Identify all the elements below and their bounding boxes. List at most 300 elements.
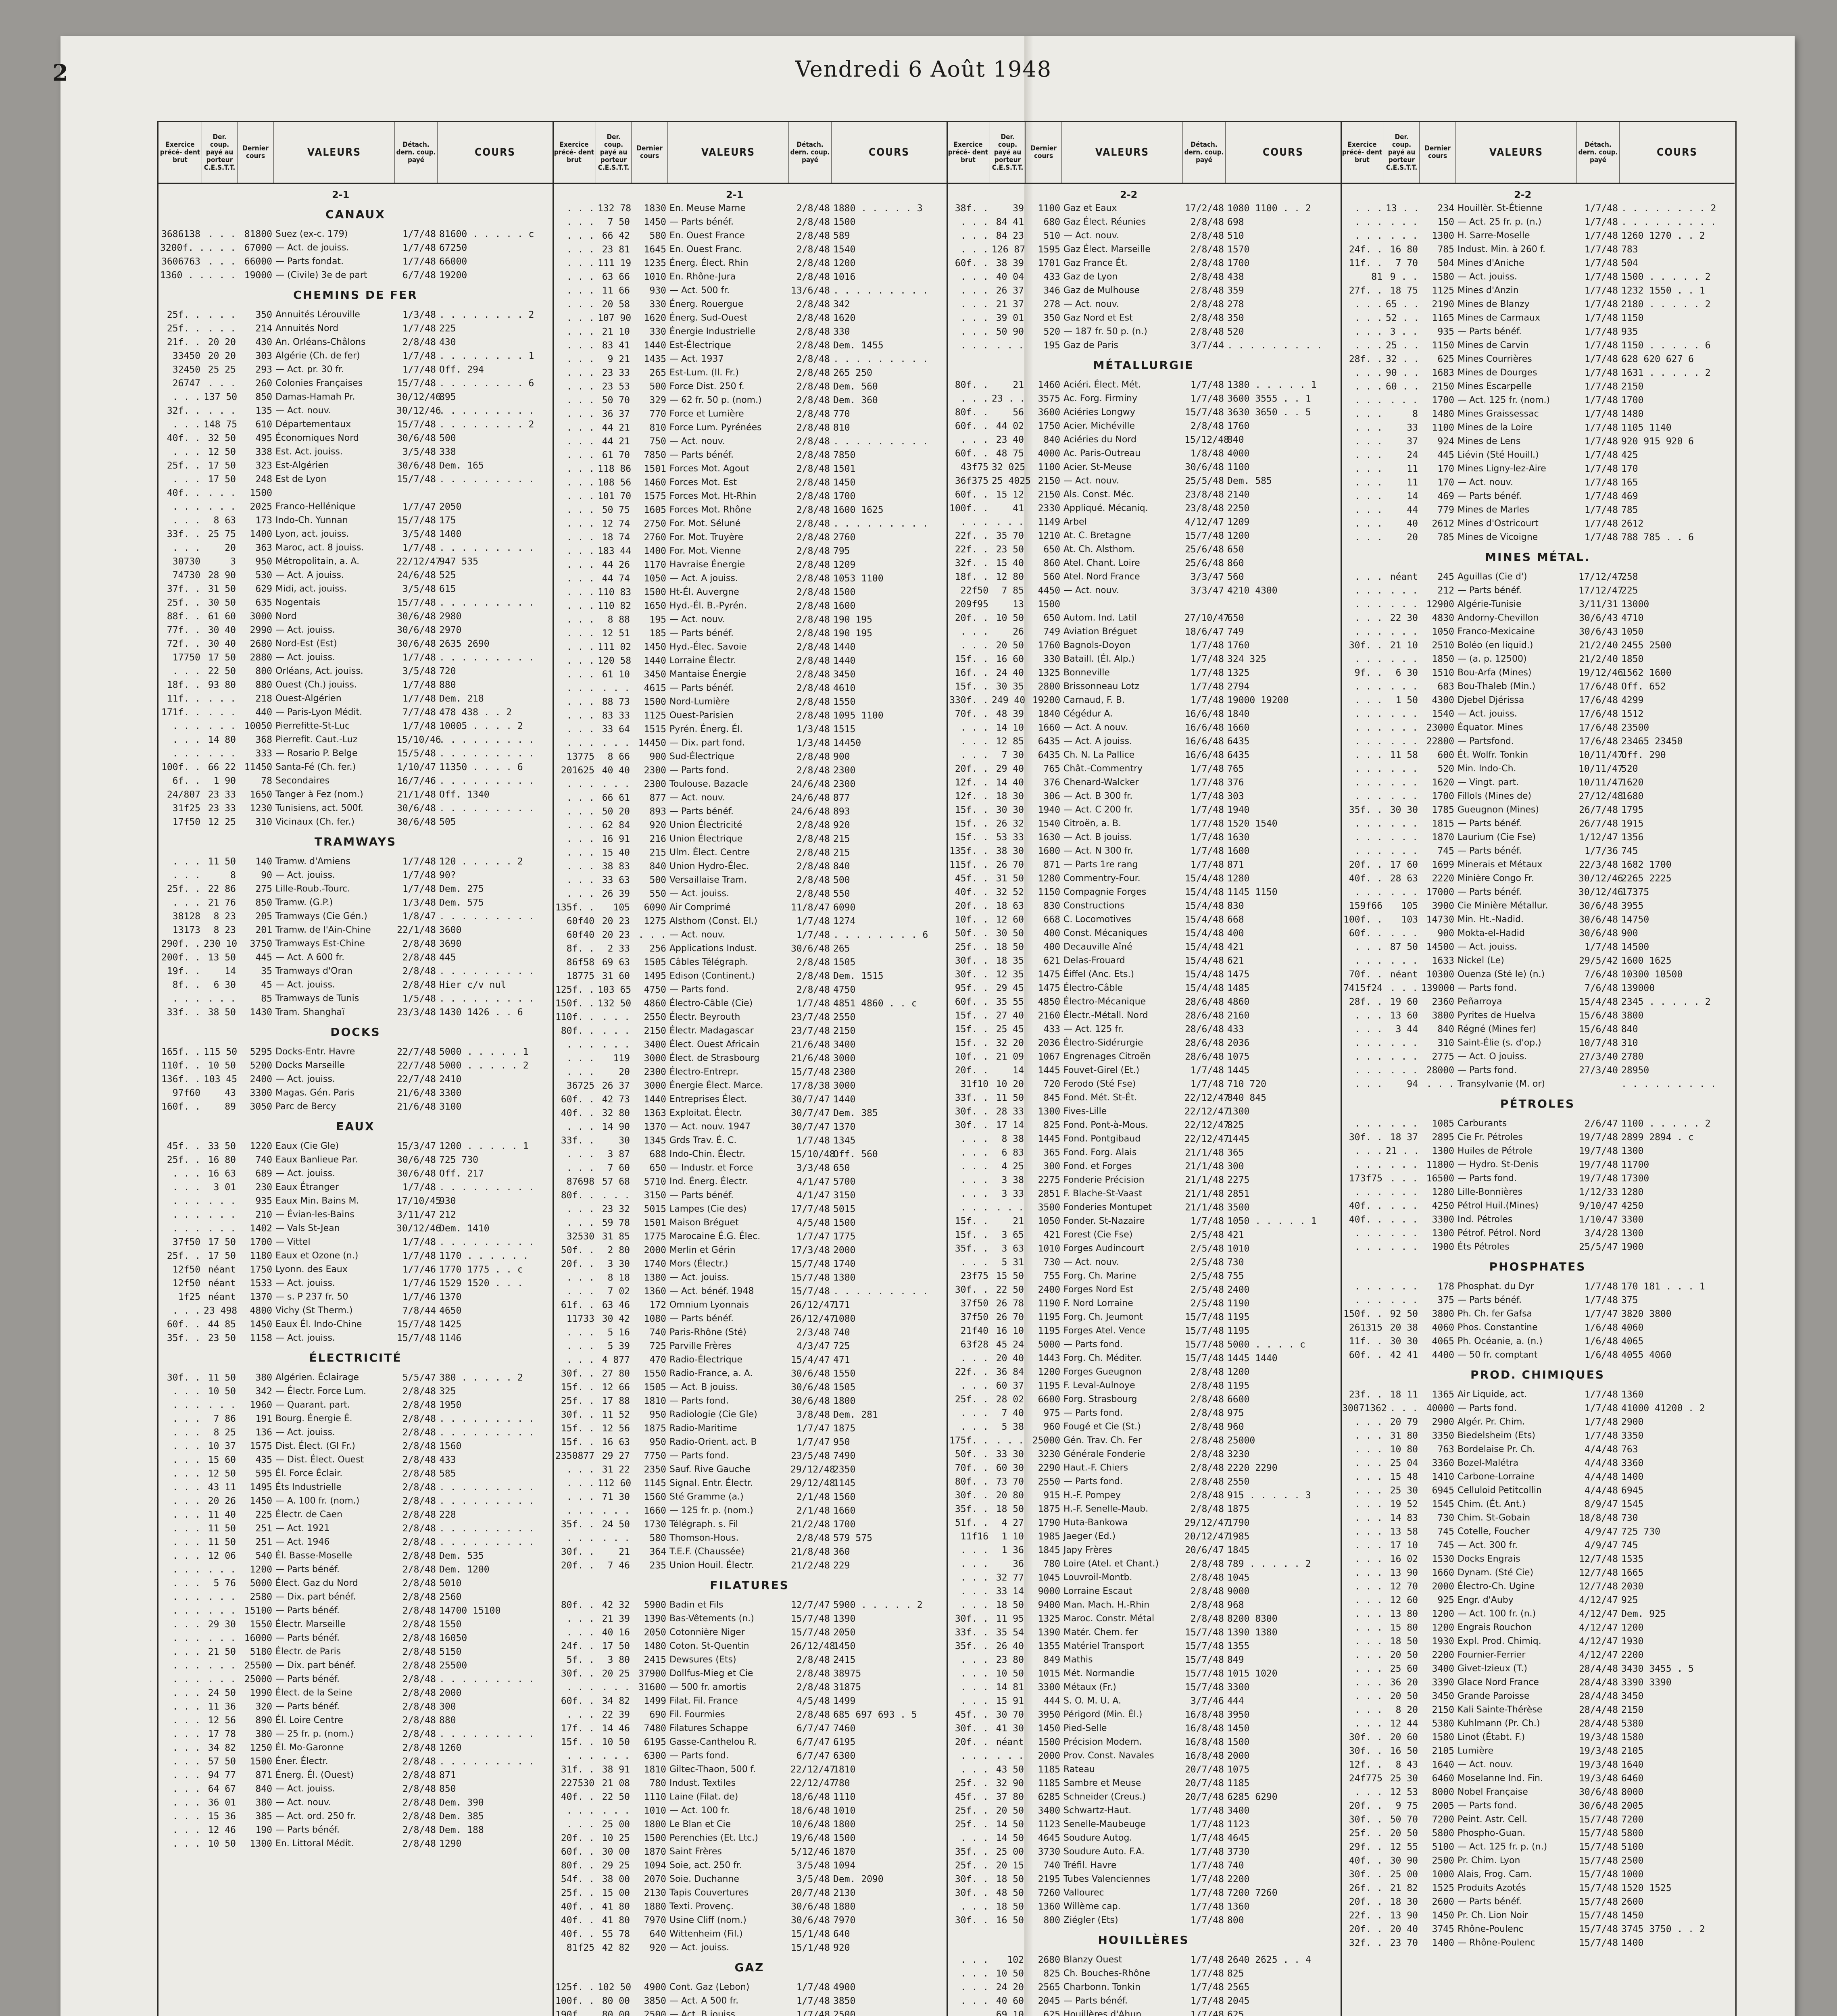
cell-det: 19/7/48 <box>1579 1146 1618 1156</box>
cell-name: Union Houil. Électr. <box>669 1560 754 1570</box>
cell-dc: 22 30 <box>1390 613 1418 623</box>
quote-row <box>158 459 553 473</box>
cell-name: Schwartz-Haut. <box>1063 1806 1132 1816</box>
cell-dc: 25 00 <box>1390 1869 1418 1880</box>
quote-row <box>1341 1566 1735 1580</box>
cell-ex: 81f25 <box>566 1943 594 1953</box>
quote-row <box>947 1557 1341 1571</box>
cell-det: 5/12/46 <box>791 1847 830 1857</box>
cell-cours: 1450 <box>833 477 856 488</box>
cell-name: Forg. Strasbourg <box>1063 1394 1137 1404</box>
cell-cours: 1740 <box>833 1259 856 1269</box>
cell-last: 3500 <box>1038 1202 1060 1213</box>
cell-cours: 3450 <box>833 669 856 680</box>
cell-ex: . . . <box>172 666 200 677</box>
quote-row <box>1341 803 1735 817</box>
quote-row <box>158 418 553 431</box>
quote-row <box>553 270 947 284</box>
cell-dc: 22 50 <box>208 666 236 677</box>
quote-row <box>158 1755 553 1768</box>
cell-det: 1/7/48 <box>1190 2010 1224 2016</box>
cell-dc: 21 <box>1013 1216 1024 1227</box>
cell-ex: 21f. . <box>167 337 200 348</box>
cell-dc: 102 <box>1007 1955 1024 1965</box>
cell-dc: 14 90 <box>602 1122 630 1132</box>
cell-ex: 6f. . <box>172 776 200 786</box>
cell-name: Transylvanie (M. or) <box>1458 1079 1545 1089</box>
cell-last: 779 <box>1437 505 1454 515</box>
cell-last: 950 <box>649 1437 666 1447</box>
cell-det: 2/8/48 <box>1190 1477 1224 1487</box>
cell-det: 1/5/48 <box>402 993 436 1004</box>
cell-det: 2/5/48 <box>1190 1243 1224 1254</box>
cell-name: Entreprises Élect. <box>669 1094 747 1104</box>
cell-det: 28/4/48 <box>1579 1705 1618 1715</box>
quote-row <box>947 515 1341 529</box>
cell-dc: 37 80 <box>996 1792 1024 1802</box>
cell-dc: 3 01 <box>213 1182 236 1193</box>
cell-dc: 29 25 <box>602 1860 630 1871</box>
cell-det: 2/8/48 <box>402 1633 436 1643</box>
quote-row <box>553 503 947 517</box>
cell-name: Bordelaise Pr. Ch. <box>1458 1444 1535 1454</box>
cell-cours: 360 <box>833 1547 850 1557</box>
cell-ex: . . . <box>566 436 594 447</box>
cell-name: Biedelsheim (Ets) <box>1458 1431 1535 1441</box>
cell-dc: 43 50 <box>996 1764 1024 1775</box>
cell-dc: 15 00 <box>602 1888 630 1898</box>
cell-name: Givet-Izieux (T.) <box>1458 1664 1527 1674</box>
cell-ex: . . . <box>960 1600 988 1610</box>
cell-last: 785 <box>1437 244 1454 255</box>
cell-last: 1495 <box>644 971 666 981</box>
quote-row <box>553 1381 947 1394</box>
cell-dc: 27 80 <box>602 1368 630 1379</box>
cell-name: — Act. A 500 fr. <box>669 1996 739 2006</box>
quote-row <box>947 1324 1341 1338</box>
cell-name: Sambre et Meuse <box>1063 1778 1141 1788</box>
cell-dc: 52 . . <box>1386 313 1420 323</box>
cell-dc: 26 70 <box>996 860 1024 870</box>
cell-ex: 87698 <box>566 1177 594 1187</box>
cell-name: Est de Lyon <box>275 474 327 484</box>
quote-row <box>947 529 1341 543</box>
cell-ex: . . . <box>566 779 594 789</box>
cell-cours: . . . . . . . . . <box>439 543 534 553</box>
cell-last: 1390 <box>644 1614 666 1624</box>
cell-dc: 10 50 <box>208 1386 236 1397</box>
cell-det: 22/3/48 <box>1579 860 1618 870</box>
cell-ex: . . . <box>566 1039 594 1050</box>
cell-name: Maroc, act. 8 jouiss. <box>275 543 364 553</box>
cell-det: 2/5/48 <box>1190 1271 1224 1281</box>
cell-det: 15/7/48 <box>1185 531 1224 541</box>
cell-ex: 72f. . <box>167 639 200 649</box>
cell-det: 15/7/48 <box>791 1259 830 1269</box>
cell-last: 1363 <box>644 1108 666 1118</box>
cell-dc: 26 <box>1013 627 1024 637</box>
cell-dc: néant <box>1390 572 1418 582</box>
cell-dc: 94 <box>1407 1079 1418 1089</box>
cell-cours: 810 <box>833 423 850 433</box>
cell-det: 23/7/48 <box>791 1026 830 1036</box>
cell-det: 17/6/48 <box>1579 681 1618 692</box>
cell-cours: 3400 <box>833 1039 856 1050</box>
quote-row <box>553 1408 947 1422</box>
cell-last: 260 <box>255 378 272 389</box>
quote-row <box>1341 1240 1735 1254</box>
quote-row <box>947 284 1341 298</box>
cell-dc: 69 63 <box>602 957 630 968</box>
cell-last: 1220 <box>250 1141 272 1152</box>
cell-dc: 7 60 <box>607 1163 630 1173</box>
quote-row <box>158 774 553 788</box>
quote-row <box>553 942 947 956</box>
cell-ex: . . . <box>1354 1024 1382 1035</box>
cell-last: 3450 <box>1432 1691 1454 1702</box>
cell-last: 1195 <box>1038 1381 1060 1391</box>
cell-name: Grds Trav. É. C. <box>669 1135 737 1145</box>
cell-ex: . . . <box>960 1161 988 1172</box>
cell-cours: 2612 <box>1621 519 1644 529</box>
cell-dc: 29 40 <box>996 764 1024 774</box>
quote-row <box>1341 1348 1735 1362</box>
cell-last: 214 <box>255 323 272 334</box>
cell-dc: 63 66 <box>602 272 630 282</box>
cell-name: Phosphat. du Dyr <box>1458 1281 1535 1291</box>
cell-ex: . . . <box>1354 1787 1382 1797</box>
cell-det: 15/7/48 <box>1579 1828 1618 1839</box>
cell-dc: 17 50 <box>602 1641 630 1652</box>
cell-last: 1505 <box>644 1382 666 1393</box>
cell-name: Engr. d'Auby <box>1458 1595 1514 1605</box>
cell-det: 2/8/48 <box>1190 299 1224 310</box>
cell-ex: . . . <box>1354 654 1382 664</box>
cell-name: — Act. jouiss. <box>275 1074 335 1084</box>
cell-cours: 900 <box>1621 928 1638 939</box>
cell-name: Aguillas (Cie d') <box>1458 572 1527 582</box>
cell-cours: 579 575 <box>833 1533 872 1543</box>
cell-name: Constructions <box>1063 901 1125 911</box>
cell-dc: . . . <box>208 694 236 704</box>
quote-row <box>553 1024 947 1038</box>
cell-det: 15/4/48 <box>1185 887 1224 898</box>
cell-det: 2/8/48 <box>402 1811 436 1822</box>
cell-det: 17/12/47 <box>1578 572 1623 582</box>
cell-ex: . . . <box>566 285 594 296</box>
cell-cours: 1500 <box>833 1833 856 1843</box>
cell-ex: . . . <box>566 464 594 474</box>
cell-last: 1495 <box>250 1482 272 1493</box>
cell-name: Tanger à Fez (nom.) <box>275 789 363 800</box>
cell-name: Magas. Gén. Paris <box>275 1088 355 1098</box>
cell-ex: 30071362 <box>1342 1403 1387 1414</box>
cell-cours: 3690 <box>439 939 462 949</box>
cell-name: Tram. Shanghaï <box>275 1007 344 1017</box>
cell-cours: 1440 <box>833 642 856 652</box>
cell-cours: 500 <box>439 433 456 444</box>
cell-ex: . . . <box>1354 477 1382 488</box>
cell-ex: 18775 <box>566 971 594 981</box>
cell-det: 1/7/48 <box>1584 285 1618 296</box>
cell-ex: 136f. . <box>161 1074 200 1085</box>
cell-det: 20/12/47 <box>1184 1531 1229 1542</box>
cell-dc: . . . <box>1390 1160 1418 1170</box>
quote-row <box>1341 1185 1735 1199</box>
cell-ex: . . . <box>1354 1281 1382 1292</box>
cell-last: 400 <box>1043 928 1060 939</box>
cell-dc: 3 44 <box>1395 1024 1418 1035</box>
cell-ex: 50f. . <box>955 1449 988 1460</box>
cell-dc: . . . <box>1390 231 1418 241</box>
cell-ex: . . . <box>172 1743 200 1753</box>
cell-dc: 21 <box>619 1547 630 1557</box>
cell-dc: 39 01 <box>996 313 1024 323</box>
cell-cours: . . . . . . . . 2 <box>439 419 534 430</box>
cell-cours: 785 <box>1621 505 1638 515</box>
cell-cours: 2980 <box>439 611 462 622</box>
cell-last: 880 <box>255 680 272 690</box>
cell-name: Santa-Fé (Ch. fer.) <box>275 762 356 772</box>
cell-det: 2/8/48 <box>796 957 830 968</box>
cell-last: 2050 <box>644 1627 666 1638</box>
quote-row <box>158 951 553 964</box>
quote-row <box>158 1100 553 1114</box>
quote-row <box>1341 1826 1735 1840</box>
quote-row <box>553 339 947 352</box>
cell-last: 1990 <box>250 1688 272 1698</box>
cell-cours: 1380 . . . . . 1 <box>1227 380 1317 390</box>
cell-cours: 668 <box>1227 914 1244 925</box>
cell-ex: 110f. . <box>555 1012 594 1023</box>
cell-cours: . . . . . . . . . <box>833 285 928 296</box>
cell-dc: 11 40 <box>208 1510 236 1520</box>
cell-dc: 17 10 <box>1390 1540 1418 1551</box>
cell-last: 1325 <box>1038 1614 1060 1624</box>
cell-last: 1683 <box>1432 368 1454 378</box>
cell-cours: 67250 <box>439 243 467 253</box>
cell-ex: 81 <box>1371 272 1382 282</box>
cell-cours: 1200 . . . . . 1 <box>439 1141 529 1152</box>
cell-ex: 30f. . <box>955 1614 988 1624</box>
cell-ex: 25f. . <box>955 1819 988 1830</box>
cell-dc: 1 50 <box>1395 695 1418 706</box>
cell-dc: 33 64 <box>602 724 630 735</box>
cell-dc: 11 95 <box>996 1614 1024 1624</box>
cell-last: 1701 <box>1038 258 1060 269</box>
cell-dc: . . . <box>602 1682 630 1693</box>
cell-name: For. Mot. Séluné <box>669 519 741 529</box>
quote-row <box>947 831 1341 844</box>
cell-cours: 2760 <box>833 532 856 543</box>
cell-last: 1785 <box>1432 805 1454 815</box>
cell-cours: 1075 <box>1227 1052 1250 1062</box>
cell-name: Forges Gueugnon <box>1063 1367 1142 1377</box>
quote-row <box>553 1038 947 1052</box>
cell-det: 2/8/48 <box>796 258 830 269</box>
quote-row <box>947 1598 1341 1612</box>
quote-row <box>947 1269 1341 1283</box>
cell-last: 6600 <box>1038 1394 1060 1405</box>
cell-ex: 60f. . <box>561 1847 594 1857</box>
cell-cours: . . . . . . . . . <box>439 776 534 786</box>
cell-ex: . . . <box>1354 1118 1382 1129</box>
quote-row <box>553 394 947 407</box>
cell-cours: 2550 <box>833 1012 856 1023</box>
cell-last: 3360 <box>1432 1458 1454 1468</box>
quote-row <box>553 1790 947 1804</box>
cell-det: 22/12/47 <box>790 1764 835 1775</box>
cell-det: 2/8/48 <box>402 1414 436 1424</box>
cell-cours: 444 <box>1227 1696 1244 1706</box>
cell-name: Indo-Chin. Électr. <box>669 1149 745 1159</box>
cell-dc: 30 <box>619 1135 630 1146</box>
cell-det: 29/12/48 <box>790 1464 835 1475</box>
cell-last: 4900 <box>644 1982 666 1993</box>
cell-ex: . . . <box>172 1647 200 1657</box>
cell-name: — Act. jouiss. <box>1458 272 1517 282</box>
cell-last: 1575 <box>644 491 666 502</box>
cell-dc: 17 50 <box>208 652 236 663</box>
cell-ex: 15f. . <box>955 654 988 664</box>
cell-dc: 15 12 <box>996 489 1024 500</box>
cell-ex: . . . <box>960 435 988 445</box>
quote-row <box>947 325 1341 339</box>
cell-dc: . . . <box>208 502 236 512</box>
quote-row <box>553 736 947 750</box>
cell-ex: . . . <box>1354 217 1382 227</box>
quote-row <box>947 502 1341 515</box>
quote-row <box>158 1672 553 1686</box>
cell-cours: 19000 19200 <box>1227 695 1289 706</box>
cell-det: 21/2/40 <box>1579 654 1618 664</box>
cell-last: 364 <box>649 1547 666 1557</box>
cell-det: 1/7/48 <box>402 856 436 867</box>
cell-det <box>1577 1077 1620 1091</box>
quote-row <box>158 335 553 349</box>
cell-cours: Dem. 2090 <box>833 1874 884 1885</box>
cell-ex: . . . <box>566 423 594 433</box>
cell-last: 1440 <box>644 1094 666 1105</box>
cell-det: 2/8/48 <box>402 1510 436 1520</box>
cell-last: 66000 <box>244 256 272 267</box>
cell-cours: 585 <box>439 1468 456 1479</box>
cell-ex: . . . <box>1354 1513 1382 1523</box>
cell-ex: 33f. . <box>167 529 200 539</box>
cell-det: 1/3/48 <box>796 738 830 748</box>
cell-ex: . . . <box>566 683 594 694</box>
cell-name: Thomson-Hous. <box>669 1533 739 1543</box>
cell-ex: . . . <box>566 505 594 515</box>
cell-name: Gaz Élect. Réunies <box>1063 217 1146 227</box>
cell-dc: 7 70 <box>1395 258 1418 269</box>
cell-name: — Act. nouv. <box>669 793 726 803</box>
cell-dc: 120 58 <box>598 656 632 666</box>
cell-last: 1190 <box>1038 1298 1060 1309</box>
cell-name: Delas-Frouard <box>1063 956 1125 966</box>
cell-det: 19/12/46 <box>1578 668 1623 678</box>
cell-name: Lumière <box>1458 1746 1493 1756</box>
cell-det: 2/8/48 <box>402 337 436 348</box>
cell-det: 1/7/48 <box>402 1251 436 1261</box>
cell-last: 1100 <box>1038 203 1060 214</box>
quote-row <box>553 1831 947 1845</box>
cell-ex: 13775 <box>566 752 594 762</box>
cell-cours: 445 <box>439 952 456 963</box>
cell-name: — Parts bénéf. <box>1458 887 1522 897</box>
cell-last: 320 <box>255 1702 272 1712</box>
cell-det: 19/6/48 <box>791 1833 830 1843</box>
cell-last: 893 <box>649 806 666 817</box>
cell-dc: . . . <box>208 993 236 1004</box>
quote-row <box>158 1837 553 1851</box>
quote-row <box>1341 1635 1735 1648</box>
cell-ex: 40f. . <box>955 887 988 898</box>
cell-dc: 71 30 <box>602 1492 630 1502</box>
cell-name: — Vingt. part. <box>1458 777 1519 787</box>
cell-det: 1/7/48 <box>1190 1065 1224 1076</box>
quote-row <box>1341 1456 1735 1470</box>
cell-cours: 14450 <box>833 738 861 748</box>
cell-dc: 44 21 <box>602 423 630 433</box>
cell-cours: 1053 1100 <box>833 573 884 584</box>
cell-ex: . . . <box>566 1149 594 1160</box>
cell-det: 26/12/47 <box>790 1300 835 1310</box>
cell-last: 1525 <box>1432 1883 1454 1893</box>
cell-ex: . . . <box>172 1496 200 1506</box>
cell-cours: 1050 <box>1621 627 1644 637</box>
cell-ex: 70f. . <box>1349 969 1382 980</box>
quote-row <box>158 1086 553 1100</box>
quote-row <box>158 719 553 733</box>
cell-ex: 60f. . <box>955 997 988 1007</box>
cell-ex: . . . <box>1354 1444 1382 1455</box>
cell-cours: 2794 <box>1227 681 1250 692</box>
cell-name: Docks Engrais <box>1458 1554 1520 1564</box>
cell-last: 2070 <box>644 1874 666 1885</box>
quote-row <box>553 1175 947 1189</box>
quote-row <box>1341 1936 1735 1950</box>
cell-cours: 1600 1625 <box>1621 956 1672 966</box>
cell-det: 1/7/48 <box>1584 354 1618 364</box>
quote-row <box>158 1563 553 1577</box>
quote-row <box>553 1312 947 1326</box>
cell-dc: 18 50 <box>996 1901 1024 1912</box>
cell-name: — Parts bénéf. <box>669 1190 734 1200</box>
cell-last: 440 <box>255 707 272 718</box>
cell-dc: 64 67 <box>208 1784 236 1794</box>
cell-name: Gaz Élect. Marseille <box>1063 244 1151 254</box>
quote-row <box>1341 1307 1735 1321</box>
cell-dc: 12 60 <box>996 914 1024 925</box>
cell-name: — Act. 500 fr. <box>669 285 730 296</box>
cell-name: Éner. Électr. <box>275 1756 328 1766</box>
cell-cours: 871 <box>439 1770 456 1781</box>
cell-name: Périgord (Min. Él.) <box>1063 1710 1143 1720</box>
cell-ex: . . . <box>172 419 200 430</box>
quote-row <box>947 1571 1341 1585</box>
cell-dc: 66 42 <box>602 231 630 241</box>
cell-last: 5295 <box>250 1047 272 1057</box>
cell-cours: . . . . . . . . . <box>439 803 534 814</box>
cell-cours: 1360 <box>1227 1901 1250 1912</box>
cell-last: 520 <box>1043 327 1060 337</box>
cell-ex: . . . <box>960 1901 988 1912</box>
cell-dc: 16 80 <box>208 1155 236 1165</box>
cell-ex: 36f375 <box>955 476 988 486</box>
cell-last: 1450 <box>644 217 666 227</box>
cell-name: Rhône-Poulenc <box>1458 1924 1524 1934</box>
